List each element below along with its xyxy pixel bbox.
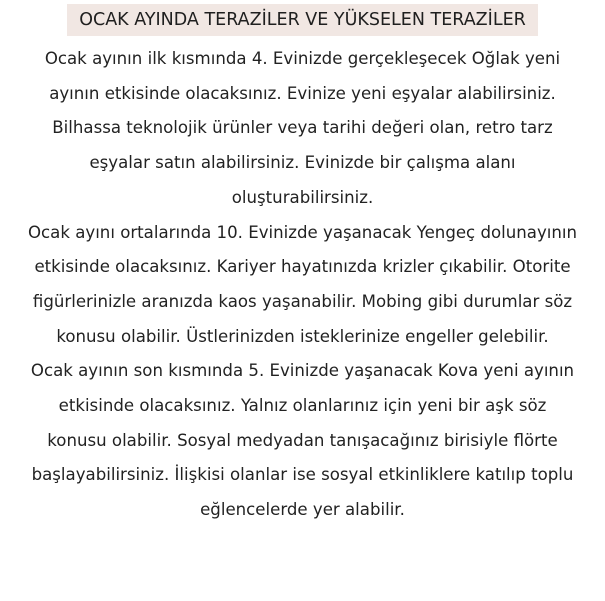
- title-container: [0, 4, 605, 36]
- paragraph-line: Ocak ayının ilk kısmında 4. Evinizde gerçekleşecek Oğlak yeni: [44, 49, 561, 68]
- paragraph-line: konusu olabilir. Sosyal medyadan tanışacağınız birisiyle flörte: [47, 430, 558, 450]
- paragraph-line: Ocak ayının son kısmında 5. Evinizde yaşanacak Kova yeni ayının: [30, 361, 575, 381]
- section-title: OCAK AYINDA TERAZİLER VE YÜKSELEN TERAZİLER: [67, 4, 538, 36]
- paragraph-line: Ocak ayını ortalarında 10. Evinizde yaşanacak Yengeç dolunayının: [27, 222, 578, 242]
- paragraph-line: figürlerinizle aranızda kaos yaşanabilir. Mobing gibi durumlar söz: [32, 291, 573, 311]
- paragraph-line: ayının etkisinde olacaksınız. Evinize yeni eşyalar alabilirsiniz.: [49, 83, 556, 103]
- paragraph-2: [0, 216, 605, 355]
- paragraph-line: oluşturabilirsiniz.: [231, 187, 374, 207]
- paragraph-line: Bilhassa teknolojik ürünler veya tarihi değeri olan, retro tarz: [52, 118, 553, 138]
- paragraph-1: [0, 42, 605, 216]
- article-body: [0, 42, 605, 528]
- paragraph-3: [0, 354, 605, 528]
- paragraph-line: etkisinde olacaksınız. Yalnız olanlarınız için yeni bir aşk söz: [58, 396, 547, 416]
- paragraph-line: etkisinde olacaksınız. Kariyer hayatınızda krizler çıkabilir. Otorite: [34, 257, 571, 277]
- paragraph-line: eğlencelerde yer alabilir.: [200, 500, 405, 520]
- paragraph-line: eşyalar satın alabilirsiniz. Evinizde bir çalışma alanı: [89, 153, 516, 173]
- paragraph-line: konusu olabilir. Üstlerinizden isteklerinize engeller gelebilir.: [56, 326, 549, 346]
- paragraph-line: başlayabilirsiniz. İlişkisi olanlar ise sosyal etkinliklere katılıp toplu: [31, 465, 574, 485]
